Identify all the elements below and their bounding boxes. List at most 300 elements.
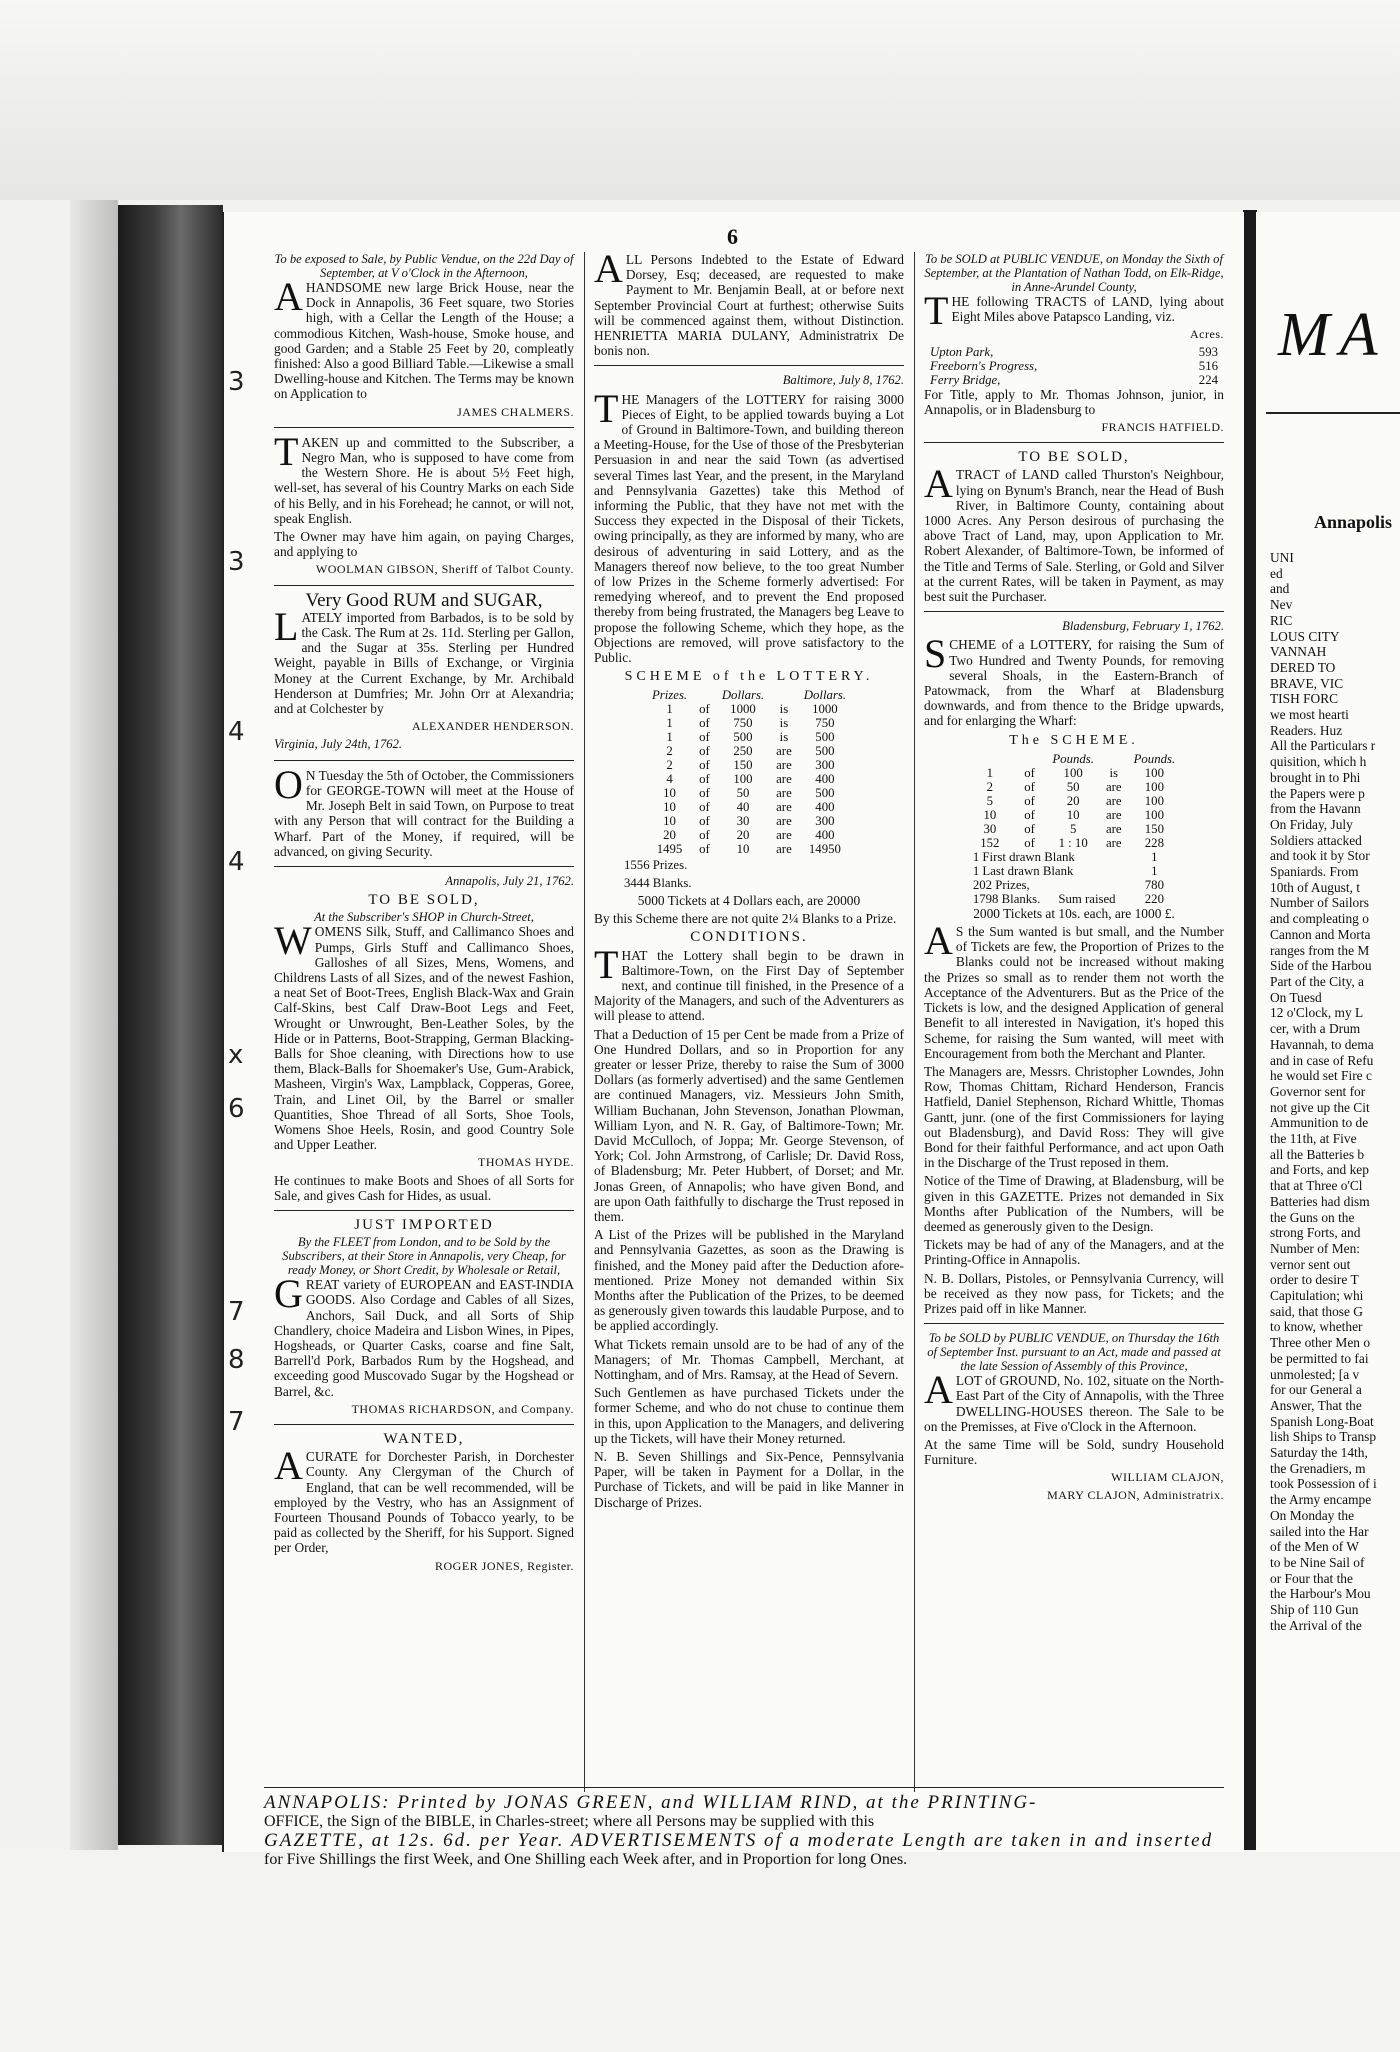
facing-page-line: Number of Men: — [1270, 1240, 1360, 1256]
table-cell: is — [779, 716, 789, 731]
column-2 — [594, 246, 904, 1513]
table-row — [967, 836, 1181, 850]
table-cell: 10 — [983, 807, 997, 822]
table-cell: 1 : 10 — [1058, 835, 1088, 850]
tracts-table — [924, 345, 1224, 387]
conditions-heading: CONDITIONS. — [690, 929, 808, 946]
condition-paragraph: A List of the Prizes will be published in the Maryland and Pennsylvania Gazettes, as soon as the Drawing is finished, and the Money paid after the Deduction afore-mentioned. Prize Money not demanded within Six Months after the Publication of the Prizes, to be deemed as generously given towards this laudable Purpose, and to be applied accordingly. — [594, 1227, 904, 1334]
table-cell: 1 — [1151, 849, 1158, 864]
table-cell: are — [1105, 807, 1122, 822]
facing-page-line: Nev — [1270, 597, 1293, 613]
table-cell: 1 — [986, 765, 994, 780]
ad-body: ACURATE for Dorchester Parish, in Dorchester County. Any Clergyman of the Church of England, that can be well recommended, will be employed by the Vestry, who has an Assignment of Fourteen Thousand Pounds of Tobacco yearly, to be paid as collected by the Sheriff, for his Support. Signed per Order, — [274, 1443, 574, 1556]
ad-paragraph: The Managers are, Messrs. Christopher Lowndes, John Row, Thomas Chittam, Richard Henderson, Francis Hatfield, Daniel Stephenson, Richard Whittle, Thomas Gantt, junr. (one of the first Commissioners for laying out Bladensburg), and David Ross: They will give Bond for their faithful Performance, and act upon Oath in the Discharge of the Trust reposed in them. — [924, 1063, 1224, 1171]
table-cell: 400 — [815, 800, 835, 815]
table-row — [646, 702, 852, 716]
table-row — [967, 808, 1181, 822]
facing-page-line: and Forts, and kep — [1270, 1162, 1369, 1178]
table-cell: 228 — [1144, 835, 1164, 850]
scheme-title: SCHEME of the LOTTERY. — [624, 669, 874, 685]
ad-signature: FRANCIS HATFIELD. — [1101, 420, 1224, 435]
table-cell: 1 — [666, 716, 673, 731]
facing-page-line: all the Batteries b — [1270, 1146, 1365, 1162]
divider — [924, 442, 1224, 443]
ad-signature: WOOLMAN GIBSON, Sheriff of Talbot County. — [315, 562, 574, 577]
table-row — [967, 780, 1181, 794]
facing-page-line: cer, with a Drum — [1270, 1021, 1361, 1037]
table-header — [770, 688, 798, 702]
facing-page-line: On Monday the — [1270, 1507, 1355, 1523]
facing-page-line: we most hearti — [1270, 707, 1349, 723]
facing-page-line: 10th of August, t — [1270, 879, 1361, 895]
column-rule — [914, 252, 915, 1792]
table-cell: 100 — [1063, 765, 1083, 780]
imprint-line: ANNAPOLIS: Printed by JONAS GREEN, and WILLIAM RIND, at the PRINTING- — [264, 1792, 1038, 1813]
facing-page-line: On Friday, July — [1270, 816, 1353, 832]
ad-body: THE following TRACTS of LAND, lying about Eight Miles above Patapsco Landing, viz. — [924, 288, 1224, 333]
table-cell: are — [776, 744, 792, 759]
table-cell: are — [776, 800, 792, 815]
table-cell: 400 — [815, 772, 835, 787]
condition-paragraph: THAT the Lottery shall begin to be drawn in Baltimore-Town, on the First Day of September next, and continue till finished, in the Presence of a Majority of the Managers, and such of the Adventurers as will please to attend. — [594, 941, 904, 1024]
table-cell: 50 — [736, 786, 750, 801]
dateline: Annapolis — [1314, 512, 1393, 532]
imprint-line: GAZETTE, at 12s. 6d. per Year. ADVERTISEMENTS of a moderate Length are taken in and inserted — [264, 1830, 1214, 1851]
table-row — [967, 892, 1181, 906]
tract-name: Ferry Bridge, — [930, 372, 1001, 387]
table-cell: 10 — [1066, 807, 1080, 822]
table-row — [646, 758, 852, 772]
table-cell: of — [699, 786, 710, 801]
table-row — [646, 842, 852, 856]
facing-page-line: sailed into the Har — [1270, 1523, 1369, 1539]
table-row — [646, 786, 852, 800]
table-cell: of — [1024, 779, 1035, 794]
divider — [594, 365, 904, 366]
scheme-note: By this Scheme there are not quite 2¼ Blanks to a Prize. — [594, 911, 897, 927]
facing-page-line: TISH FORC — [1270, 691, 1339, 707]
table-cell: are — [776, 842, 792, 857]
table-cell: are — [776, 772, 792, 787]
table-cell: 150 — [1144, 821, 1164, 836]
table-cell: are — [776, 786, 792, 801]
table-cell: 5 — [1069, 821, 1077, 836]
table-cell: 100 — [1144, 765, 1164, 780]
imprint-line: for Five Shillings the first Week, and One Shilling each Week after, and in Proportion for long Ones. — [264, 1851, 908, 1868]
table-cell: 5 — [986, 793, 994, 808]
table-cell: of — [699, 800, 710, 815]
column-rule — [584, 252, 585, 1792]
page-number: 6 — [727, 224, 738, 249]
newspaper-page — [222, 212, 1244, 1868]
table-header: Dollars. — [803, 688, 847, 703]
facing-page-line: unmolested; [a v — [1270, 1366, 1360, 1382]
table-cell: of — [1024, 835, 1035, 850]
table-header: Prizes. — [651, 688, 688, 703]
facing-page-line: Spaniards. From — [1270, 864, 1359, 880]
facing-page-line: All the Particulars r — [1270, 738, 1376, 754]
table-cell: 10 — [736, 842, 750, 857]
facing-page-line: Three other Men o — [1270, 1335, 1371, 1351]
table-cell: 300 — [815, 814, 835, 829]
facing-page — [1256, 212, 1400, 1852]
divider — [924, 611, 1224, 612]
table-cell: of — [1024, 765, 1035, 780]
ad-body: ALOT of GROUND, No. 102, situate on the North-East Part of the City of Annapolis, with the Three DWELLING-HOUSES thereon. The Sale to be on the Premisses, at Five o'Clock in the Afternoon. — [924, 1367, 1224, 1434]
divider — [924, 1323, 1224, 1324]
facing-page-line: order to desire T — [1270, 1272, 1359, 1288]
table-header — [1013, 752, 1046, 766]
table-cell: 1 Last drawn Blank — [972, 863, 1074, 878]
table-cell: 10 — [663, 786, 676, 801]
ad-body: AHANDSOME new large Brick House, near the Dock in Annapolis, 36 Feet square, two Stories high, with a Cellar the Length of the House; a commodious Kitchen, Wash-house, Smoke house, and good Garden; and a Stable 25 Feet by 20, compleatly finished: Also a good Billiard Table.—Likewise a small Dwelling-house and Kitchen. The Terms may be known on Application to — [274, 274, 574, 402]
ad-date: Bladensburg, February 1, 1762. — [1062, 619, 1224, 634]
condition-paragraph: That a Deduction of 15 per Cent be made from a Prize of One Hundred Dollars, and so in Proportion for any greater or lesser Prize, thereby to raise the Sum of 3000 Dollars (as formerly advertised) and the same Gentlemen are continued Managers, viz. Messieurs John Smith, William Buchanan, John Stevenson, Jonathan Plowman, William Lyon, and N. R. Gay, of Baltimore-Town; Mr. David McCulloch, of Joppa; Mr. George Stevenson, of York; Col. John Armstrong, of Carlisle; Dr. David Ross, of Bladensburg; Mr. Peter Hubbert, of Dorset; and Mr. Jonas Green, of Annapolis; who have given Bond, and are upon Oath faithfully to discharge the Trust reposed in them. — [594, 1026, 904, 1224]
table-header: Pounds. — [1052, 751, 1094, 766]
facing-page-line: Batteries had dism — [1270, 1193, 1370, 1209]
table-header — [967, 752, 1013, 766]
ad-body: SCHEME of a LOTTERY, for raising the Sum of Two Hundred and Twenty Pounds, for removing several Shoals, in the Eastern-Branch of Patowmack, from the Wharf at Bladensburg downwards, and from thence to the Bridge upwards, and for enlarging the Wharf: — [924, 631, 1224, 729]
facing-page-line: BRAVE, VIC — [1270, 675, 1344, 691]
facing-page-line: the Guns on the — [1270, 1209, 1355, 1225]
ad-intro: To be SOLD by PUBLIC VENDUE, on Thursday the 16th of September Inst. pursuant to an Act, made and passed at the late Session of Assembly of this Province, — [927, 1331, 1221, 1374]
column-3 — [924, 252, 1224, 1505]
table-row — [924, 359, 1224, 373]
facing-page-line: that at Three o'Cl — [1270, 1178, 1363, 1194]
facing-page-line: Spanish Long-Boat — [1270, 1413, 1374, 1429]
ad-body: TAKEN up and committed to the Subscriber, a Negro Man, who is supposed to have come from the Western Shore. He is about 5½ Feet high, well-set, has several of his Country Marks on each Side of his Belly, and in his Forehead; he cannot, or will not, speak English. — [274, 428, 574, 526]
ad-heading: WANTED, — [383, 1431, 465, 1447]
table-cell: 300 — [815, 758, 835, 773]
divider — [274, 1210, 574, 1211]
facing-page-line: and compleating o — [1270, 911, 1369, 927]
table-row — [924, 345, 1224, 359]
ad-body: He continues to make Boots and Shoes of all Sorts for Sale, and gives Cash for Hides, as usual. — [274, 1172, 574, 1203]
divider — [274, 585, 574, 586]
divider — [264, 1787, 1224, 1788]
ad-subheading: At the Subscriber's SHOP in Church-Street, — [314, 910, 534, 925]
table-cell: 1 — [1151, 863, 1158, 878]
table-row — [646, 828, 852, 842]
table-cell: are — [776, 814, 792, 829]
margin-mark: 6 — [228, 1094, 245, 1124]
table-cell: 500 — [815, 786, 835, 801]
ad-body: ALL Persons Indebted to the Estate of Edward Dorsey, Esq; deceased, are requested to make Payment to Mr. Benjamin Beall, at or before next September Provincial Court at furthest; otherwise Suits will be commenced against them, without Distinction. HENRIETTA MARIA DULANY, Administratrix De bonis non. — [594, 246, 904, 359]
facing-page-line: ed — [1270, 565, 1283, 581]
condition-paragraph: What Tickets remain unsold are to be had of any of the Managers; of Mr. Thomas Campbell, Merchant, at Nottingham, and of Mrs. Ramsay, at the Head of Severn. — [594, 1336, 904, 1382]
bladensburg-scheme-table — [967, 752, 1181, 906]
scheme-total: 3444 Blanks. — [624, 875, 692, 890]
table-cell — [1046, 878, 1127, 892]
lottery-scheme-table — [646, 688, 852, 856]
ad-body: THE Managers of the LOTTERY for raising 3000 Pieces of Eight, to be applied towards buying a Lot of Ground in Baltimore-Town, and building thereon a Meeting-House, for the Use of those of the Presbyterian Persuasion in and near the said Town (as advertised several Times last Year, and the present, in the Maryland and Pennsylvania Gazettes) take this Method of informing the Public, that they have not met with the Success they expected in the Disposal of their Tickets, owing principally, as they are informed by many, who are desirous of adventuring in said Lottery, and as the Managers thereof now believe, to the too great Number of low Prizes in the Scheme formerly advertised: For remedying whereof, and to prevent the End proposed thereby from being frustrated, the Managers beg Leave to propose the following Scheme, which they hope, as the Objections are removed, will prove satisfactory to the Public. — [594, 385, 904, 666]
table-cell: 780 — [1144, 877, 1164, 892]
table-cell: are — [776, 828, 792, 843]
table-cell: 2 — [666, 744, 673, 759]
table-cell: 20 — [1066, 793, 1080, 808]
table-cell: is — [779, 702, 789, 717]
facing-page-line: the 11th, at Five — [1270, 1131, 1357, 1147]
book-edge — [70, 200, 118, 1860]
scheme-total: 1556 Prizes. — [624, 858, 688, 873]
ad-body: ON Tuesday the 5th of October, the Commissioners for GEORGE-TOWN will meet at the House of Mr. Joseph Belt in said Town, on Purpose to treat with any Person that will contract for the Building a Wharf. Part of the Money, if required, will be advanced, on giving Security. — [274, 761, 574, 859]
scheme-title: The SCHEME. — [1009, 732, 1139, 748]
facing-page-line: Readers. Huz — [1270, 722, 1343, 738]
table-cell: are — [1105, 835, 1122, 850]
ad-intro: To be exposed to Sale, by Public Vendue, on the 22d Day of September, at V o'Clock in the Afternoon, — [274, 252, 574, 280]
facing-page-line: On Tuesd — [1270, 989, 1322, 1005]
facing-page-line: quisition, which h — [1270, 754, 1367, 770]
table-cell: are — [1105, 779, 1122, 794]
facing-page-line: and in case of Refu — [1270, 1052, 1374, 1068]
margin-mark: 3 — [228, 547, 245, 577]
facing-page-line: Havannah, to dema — [1270, 1036, 1374, 1052]
tract-acres: 593 — [1198, 344, 1218, 359]
margin-mark: 4 — [228, 847, 245, 877]
table-row — [967, 822, 1181, 836]
condition-paragraph: Such Gentlemen as have purchased Tickets under the former Scheme, and who do not chuse to continue them in this, upon Application to the Managers, and delivering up the Tickets, will have their Money returned. — [594, 1385, 904, 1446]
facing-page-line: the Harbour's Mou — [1270, 1586, 1371, 1602]
facing-page-line: lish Ships to Transp — [1270, 1429, 1377, 1445]
table-cell: 2 — [666, 758, 673, 773]
table-cell: 2 — [986, 779, 994, 794]
table-cell: is — [1109, 765, 1119, 780]
table-cell: are — [776, 758, 792, 773]
table-cell: 250 — [733, 744, 753, 759]
ad-body: For Title, apply to Mr. Thomas Johnson, junior, in Annapolis, or in Bladensburg to — [924, 386, 1224, 417]
facing-page-line: Side of the Harbou — [1270, 958, 1372, 974]
ad-paragraph: N. B. Dollars, Pistoles, or Pennsylvania Currency, will be received as they now pass, for Tickets; and the Prizes paid off in like Manner. — [924, 1270, 1224, 1316]
ad-paragraph: Notice of the Time of Drawing, at Bladensburg, will be given in this GAZETTE. Prizes not demanded in Six Months after Publication of the Numbers, will be deemed as generously given to the Design. — [924, 1173, 1224, 1234]
table-row — [646, 800, 852, 814]
table-cell: 220 — [1144, 891, 1164, 906]
facing-page-line: Saturday the 14th, — [1270, 1445, 1368, 1461]
tract-acres: 516 — [1198, 358, 1218, 373]
table-cell: 4 — [666, 772, 673, 787]
facing-page-line: VANNAH — [1270, 644, 1327, 660]
margin-mark: 7 — [228, 1297, 245, 1327]
ad-body: At the same Time will be Sold, sundry Household Furniture. — [924, 1436, 1224, 1468]
table-cell: of — [699, 730, 710, 745]
table-cell: of — [699, 842, 710, 857]
table-row — [646, 744, 852, 758]
table-cell: 1 — [666, 702, 673, 717]
table-cell: of — [699, 716, 710, 731]
table-cell: 100 — [733, 772, 753, 787]
table-row — [967, 850, 1181, 864]
table-row — [967, 794, 1181, 808]
table-cell: 20 — [736, 828, 750, 843]
ad-signature: ROGER JONES, Register. — [434, 1558, 574, 1573]
masthead-title: MA — [1278, 301, 1388, 369]
ad-body: WOMENS Silk, Stuff, and Callimanco Shoes and Pumps, Girls Stuff and Callimanco Shoes, Galloshes of all Sizes, Mens, Womens, and Childrens Lasts of all Sizes, and of the newest Fashion, a neat Set of Boot-Trees, English Black-Wax and Grain Calf-Skins, best Calf Draw-Boot Legs and Feet, Wrought or Unwrought, Ben-Leather Soles, by the Hide or in Patterns, Boot-Strapping, German Blacking-Balls for Shoe cleaning, with Directions how to use them, Black-Balls for Shoemaker's Use, Gum-Arabick, Masheen, Virgin's Wax, Lampblack, Copperas, Goree, Train, and Linet Oil, by the Barrel or smaller Quantities, Shoe Thread of all Sorts, Shoe Tools, Womens Shoe Heels, Rosin, and good Country Sole and Upper Leather. — [274, 918, 574, 1153]
ad-body: The Owner may have him again, on paying Charges, and applying to — [274, 529, 574, 560]
facing-page-line: not give up the Cit — [1270, 1099, 1370, 1115]
acres-label: Acres. — [1190, 327, 1224, 342]
table-row — [924, 373, 1224, 387]
table-cell: 152 — [980, 835, 1000, 850]
table-cell: 1495 — [656, 842, 683, 857]
facing-page-line: to be Nine Sail of — [1270, 1555, 1365, 1570]
ad-heading: JUST IMPORTED — [354, 1216, 494, 1233]
ad-intro: To be SOLD at PUBLIC VENDUE, on Monday the Sixth of September, at the Plantation of Nathan Todd, on Elk-Ridge, in Anne-Arundel County, — [924, 252, 1224, 294]
table-cell: 100 — [1144, 807, 1164, 822]
imprint — [264, 1787, 1224, 1869]
table-cell: of — [699, 744, 710, 759]
facing-page-line: from the Havann — [1270, 801, 1361, 817]
table-cell: 10 — [663, 814, 676, 829]
table-cell: 1 First drawn Blank — [972, 849, 1075, 864]
facing-page-line: brought in to Phi — [1270, 769, 1361, 785]
facing-page-line: he would set Fire c — [1270, 1068, 1372, 1084]
scheme-tickets: 5000 Tickets at 4 Dollars each, are 20000 — [637, 892, 861, 908]
ad-subheading: By the FLEET from London, and to be Sold by the Subscribers, at their Store in Annapolis, very Cheap, for ready Money, or Short Credit, by Wholesale or Retail, — [282, 1235, 566, 1278]
ad-signature: MARY CLAJON, Administratrix. — [1047, 1487, 1224, 1502]
facing-page-line: Part of the City, a — [1270, 973, 1364, 989]
table-cell: 100 — [1144, 779, 1164, 794]
margin-mark: 3 — [228, 367, 245, 397]
table-cell: 400 — [815, 828, 835, 843]
divider — [274, 1424, 574, 1425]
divider — [274, 866, 574, 867]
facing-page-line: vernor sent out — [1270, 1256, 1351, 1272]
table-cell: 202 Prizes, — [972, 877, 1030, 892]
table-cell: of — [699, 758, 710, 773]
tract-acres: 224 — [1198, 372, 1218, 387]
facing-page-line: UNI — [1270, 550, 1294, 565]
ad-date: Baltimore, July 8, 1762. — [782, 373, 904, 388]
facing-page-line: Ammunition to de — [1270, 1115, 1369, 1131]
ad-paragraph: AS the Sum wanted is but small, and the Number of Tickets are few, the Proportion of Prizes to the Blanks could not be increased without making the Prizes so small as to render them not worth the Acceptance of the Adventurers. But as the Price of the Tickets is low, and the designed Application of general Benefit to all interested in Navigation, it's hoped this Scheme, for raising the Sum wanted, will meet with Encouragement from both the Merchant and Planter. — [924, 918, 1224, 1061]
table-cell: of — [699, 814, 710, 829]
facing-page-line: 12 o'Clock, my L — [1270, 1005, 1364, 1021]
facing-page-line: Cannon and Morta — [1270, 926, 1371, 942]
table-header: Dollars. — [721, 688, 765, 703]
facing-page-line: Number of Sailors — [1270, 895, 1369, 911]
table-cell: 100 — [1144, 793, 1164, 808]
table-row — [646, 772, 852, 786]
table-header — [693, 688, 716, 702]
facing-page-line: or Four that the — [1270, 1570, 1353, 1586]
facing-page-line: Ship of 110 Gun — [1270, 1602, 1359, 1618]
table-cell: 40 — [736, 800, 750, 815]
table-cell: are — [1105, 821, 1122, 836]
divider — [274, 760, 574, 761]
table-cell: 500 — [815, 730, 835, 745]
table-cell: of — [699, 772, 710, 787]
table-cell: 30 — [736, 814, 750, 829]
page-gutter — [1243, 210, 1257, 1850]
table-cell: 1000 — [812, 702, 838, 717]
table-row — [646, 730, 852, 744]
table-cell: Sum raised — [1058, 891, 1116, 906]
table-cell: 1 — [666, 730, 673, 745]
table-cell: are — [1105, 793, 1122, 808]
ad-signature: JAMES CHALMERS. — [457, 404, 574, 419]
table-cell: 1798 Blanks. — [972, 891, 1041, 906]
table-row — [967, 766, 1181, 780]
facing-page-line: LOUS CITY — [1270, 628, 1340, 644]
facing-page-line: took Possession of i — [1270, 1476, 1377, 1492]
scan-background-bottom — [0, 1850, 1400, 2052]
ad-signature: ALEXANDER HENDERSON. — [412, 719, 574, 734]
table-cell: 500 — [733, 730, 753, 745]
table-cell: 50 — [1066, 779, 1080, 794]
facing-page-line: Soldiers attacked — [1270, 832, 1362, 848]
facing-page-line: RIC — [1270, 612, 1293, 628]
margin-mark: 7 — [228, 1407, 245, 1437]
divider — [274, 427, 574, 428]
table-cell: of — [1024, 793, 1035, 808]
facing-page-line: said, that those G — [1270, 1303, 1363, 1319]
table-cell: 30 — [983, 821, 997, 836]
facing-page-line: Governor sent for — [1270, 1083, 1366, 1099]
ad-body: ATRACT of LAND called Thurston's Neighbour, lying on Bynum's Branch, near the Head of Bush River, in Baltimore County, containing about 1000 Acres. Any Person desirous of purchasing the above Tract of Land, may, upon Application to Mr. Robert Alexander, of Baltimore-Town, be informed of the Title and Terms of Sale. Sterling, or Gold and Silver at the current Rates, will be taken in Payment, as may best suit the Purchaser. — [924, 461, 1224, 605]
imprint-line: OFFICE, the Sign of the BIBLE, in Charles-street; where all Persons may be supplied with this — [264, 1813, 875, 1830]
scan-background-top — [0, 0, 1400, 200]
table-cell: of — [699, 828, 710, 843]
table-cell: 1000 — [730, 702, 756, 717]
ad-paragraph: Tickets may be had of any of the Managers, and at the Printing-Office in Annapolis. — [924, 1237, 1224, 1268]
ad-date: Virginia, July 24th, 1762. — [274, 737, 403, 752]
ad-heading: Very Good RUM and SUGAR, — [305, 589, 543, 611]
ad-body: LATELY imported from Barbados, is to be sold by the Cask. The Rum at 2s. 11d. Sterling per Gallon, and the Sugar at 35s. Sterling per Hundred Weight, payable in Bills of Exchange, or Virginia Money at the Current Exchange, by Mr. Archibald Henderson at Dumfries; Mr. John Orr at Alexandria; and at Colchester by — [274, 603, 574, 717]
divider — [1266, 412, 1400, 414]
table-cell: of — [699, 702, 710, 717]
margin-mark: x — [228, 1040, 244, 1070]
ad-heading: TO BE SOLD, — [368, 892, 480, 909]
ad-body: GREAT variety of EUROPEAN and EAST-INDIA GOODS. Also Cordage and Cables of all Sizes, Anchors, Sail Duck, and all Sorts of Ship Chandlery, choice Madeira and Lisbon Wines, in Pipes, Hogsheads, or Quarter Casks, coarse and fine Salt, Barrell'd Pork, Barbados Rum by the Hogshead, and exceeding good Muscovado Sugar by the Hogshead or Barrel, &c. — [274, 1271, 574, 1399]
facing-page-line: the Grenadiers, m — [1270, 1460, 1366, 1476]
table-cell: 150 — [733, 758, 753, 773]
ad-heading: TO BE SOLD, — [1018, 449, 1130, 466]
table-cell: 750 — [733, 716, 753, 731]
facing-page-line: and — [1270, 581, 1290, 597]
table-cell: of — [1024, 821, 1035, 836]
facing-page-line: DERED TO — [1270, 659, 1336, 675]
condition-paragraph: N. B. Seven Shillings and Six-Pence, Pennsylvania Paper, will be taken in Payment for a Dollar, in the Purchase of Tickets, and will be paid in like Manner in Discharge of Prizes. — [594, 1449, 904, 1510]
table-row — [967, 864, 1181, 878]
facing-page-line: Answer, That the — [1270, 1397, 1362, 1413]
margin-mark: 4 — [228, 717, 245, 747]
column-1 — [274, 252, 574, 1576]
facing-page-line: the Army encampe — [1270, 1492, 1372, 1508]
tract-name: Upton Park, — [930, 344, 994, 359]
facing-page-line: for our General a — [1270, 1382, 1362, 1398]
ad-date: Annapolis, July 21, 1762. — [445, 873, 574, 888]
facing-page-line: the Papers were p — [1270, 785, 1365, 801]
margin-mark: 8 — [228, 1345, 245, 1375]
table-header: Pounds. — [1133, 751, 1176, 766]
facing-page-line: strong Forts, and — [1270, 1225, 1361, 1241]
table-row — [646, 814, 852, 828]
ad-signature: THOMAS RICHARDSON, and Company. — [351, 1401, 574, 1416]
ad-signature: WILLIAM CLAJON, — [1111, 1470, 1224, 1485]
facing-page-line: to know, whether — [1270, 1319, 1363, 1335]
table-cell: 750 — [815, 716, 835, 731]
facing-page-line: of the Men of W — [1270, 1539, 1360, 1555]
table-cell: 20 — [663, 828, 676, 843]
table-header — [1100, 752, 1128, 766]
facing-page-line: Capitulation; whi — [1270, 1288, 1364, 1304]
facing-page-line: ranges from the M — [1270, 942, 1370, 958]
facing-page-line: and took it by Stor — [1270, 848, 1370, 864]
table-cell: 500 — [815, 744, 835, 759]
ad-signature: THOMAS HYDE. — [478, 1155, 574, 1170]
table-cell: is — [779, 730, 789, 745]
table-row — [646, 716, 852, 730]
book-spine — [118, 205, 223, 1845]
